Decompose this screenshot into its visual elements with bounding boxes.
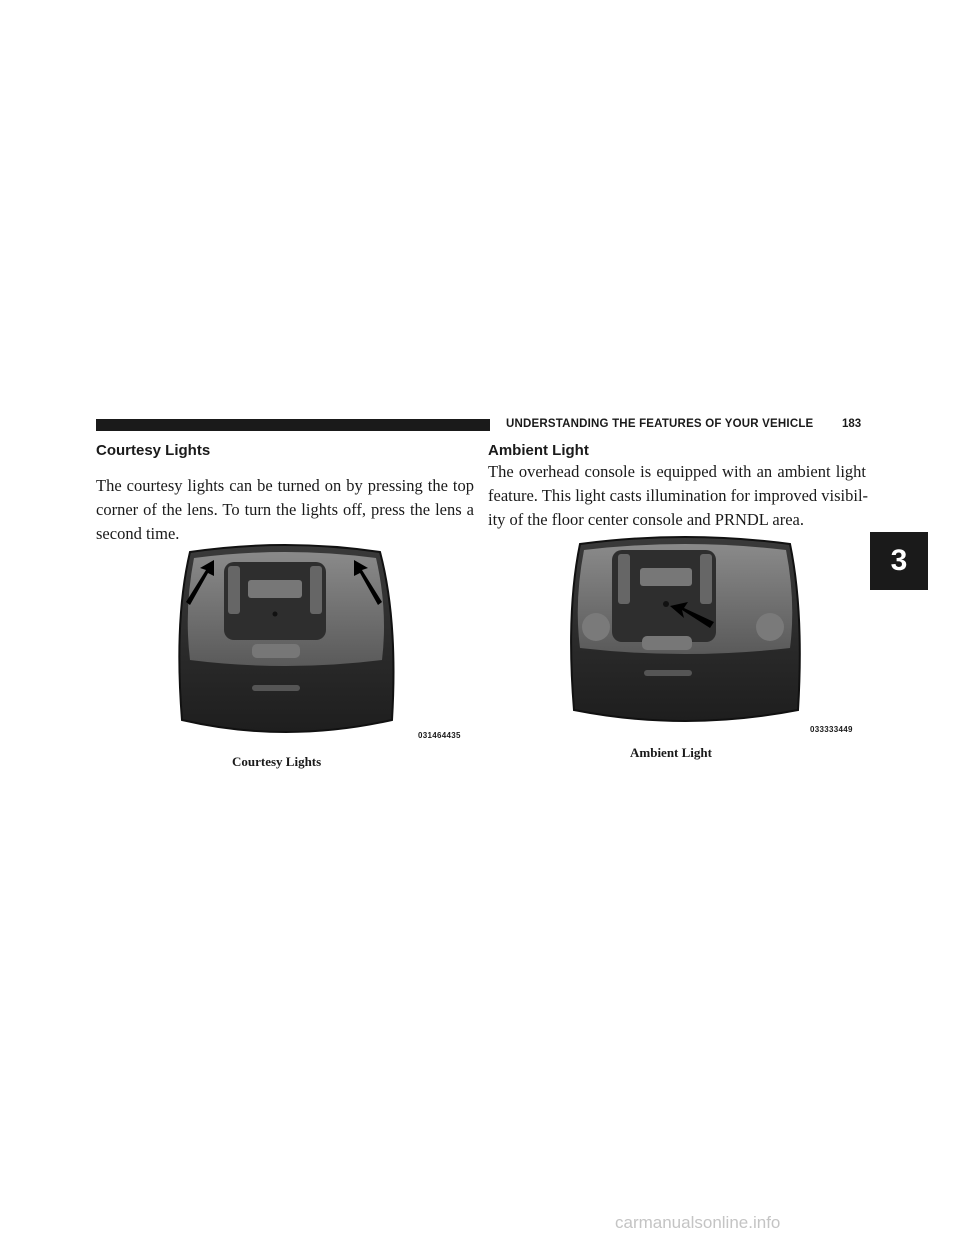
right-switch (700, 554, 712, 604)
garage-buttons (248, 580, 302, 598)
speaker-grille (582, 613, 610, 641)
paragraph-line: The overhead console is equipped with an ambient light (488, 462, 866, 481)
ambient-light-lens (663, 601, 669, 607)
sunglass-bin-handle (644, 670, 692, 676)
left-switch (228, 566, 240, 614)
chapter-tab: 3 (870, 532, 928, 590)
paragraph-line: corner of the lens. To turn the lights off, press the lens a (96, 500, 474, 519)
lower-buttons (252, 644, 300, 658)
sunglass-bin-handle (252, 685, 300, 691)
courtesy-lights-figure (160, 540, 410, 740)
paragraph-line: The courtesy lights can be turned on by pressing the top (96, 476, 474, 495)
header-rule (96, 419, 490, 431)
page-number: 183 (842, 418, 862, 430)
paragraph-line: ity of the floor center console and PRNDL area. (488, 510, 804, 529)
paragraph-line: second time. (96, 524, 180, 543)
garage-buttons (640, 568, 692, 586)
speaker-grille (756, 613, 784, 641)
lower-buttons (642, 636, 692, 650)
paragraph-line: feature. This light casts illumination for improved visibil- (488, 486, 869, 505)
ambient-light-lens (273, 612, 278, 617)
right-switch (310, 566, 322, 614)
running-header-title: UNDERSTANDING THE FEATURES OF YOUR VEHICLE (506, 418, 814, 430)
figure-caption: Ambient Light (630, 745, 712, 760)
watermark: carmanualsonline.info (615, 1213, 781, 1232)
figure-code: 031464435 (418, 731, 461, 740)
courtesy-lights-heading: Courtesy Lights (96, 442, 211, 459)
ambient-light-heading: Ambient Light (488, 442, 589, 459)
ambient-light-figure (560, 532, 810, 728)
ambient-light-paragraph (488, 460, 869, 532)
figure-caption: Courtesy Lights (232, 754, 322, 769)
figure-code: 033333449 (810, 725, 853, 734)
courtesy-lights-paragraph (96, 474, 474, 546)
left-switch (618, 554, 630, 604)
